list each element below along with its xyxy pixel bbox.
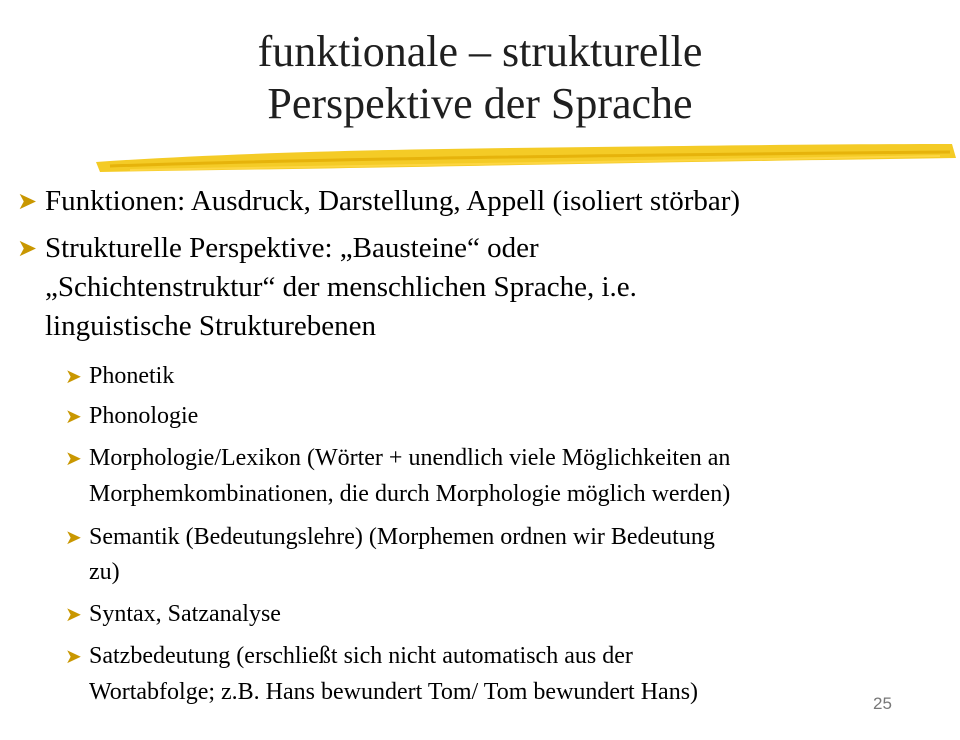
subbullet-text: Phonologie [89, 403, 199, 429]
subbullet-text: Syntax, Satzanalyse [89, 601, 281, 627]
subbullet-text-continuation: Morphemkombinationen, die durch Morphologie möglich werden) [89, 481, 731, 507]
brush-stroke-underline [90, 132, 960, 182]
subbullet-text: Phonetik [89, 363, 175, 389]
subbullet-phonologie [65, 400, 199, 432]
subbullet-text-continuation: zu) [89, 559, 120, 585]
title-line-1: funktionale – strukturelle [257, 27, 703, 76]
bullet-funktionen [17, 182, 741, 220]
slide-title [0, 26, 960, 130]
arrowhead-bullet-icon: ➤ [65, 404, 82, 428]
subbullet-text: Semantik (Bedeutungslehre) (Morphemen ordnen wir Bedeutung [89, 524, 715, 550]
subbullet-satzbedeutung [65, 640, 633, 672]
arrowhead-bullet-icon: ➤ [65, 364, 82, 388]
subbullet-morphologie [65, 442, 731, 474]
subbullet-text: Satzbedeutung (erschließt sich nicht automatisch aus der [89, 643, 633, 669]
arrowhead-bullet-icon: ➤ [65, 446, 82, 470]
title-line-2: Perspektive der Sprache [267, 79, 693, 128]
arrowhead-bullet-icon: ➤ [65, 644, 82, 668]
arrowhead-bullet-icon: ➤ [65, 602, 82, 626]
subbullet-semantik [65, 521, 715, 553]
bullet-strukturelle-perspektive [17, 229, 539, 267]
subbullet-phonetik [65, 360, 175, 392]
bullet-text: Strukturelle Perspektive: „Bausteine“ oder [45, 232, 539, 264]
arrowhead-bullet-icon: ➤ [17, 187, 38, 215]
bullet-text: Funktionen: Ausdruck, Darstellung, Appell (isoliert störbar) [45, 185, 741, 217]
subbullet-text-continuation: Wortabfolge; z.B. Hans bewundert Tom/ Tom bewundert Hans) [89, 679, 699, 705]
page-number: 25 [873, 694, 892, 713]
bullet-text-continuation: linguistische Strukturebenen [45, 310, 377, 342]
bullet-text-continuation: „Schichtenstruktur“ der menschlichen Sprache, i.e. [45, 271, 637, 303]
arrowhead-bullet-icon: ➤ [65, 525, 82, 549]
subbullet-text: Morphologie/Lexikon (Wörter + unendlich viele Möglichkeiten an [89, 445, 731, 471]
subbullet-syntax [65, 598, 281, 630]
arrowhead-bullet-icon: ➤ [17, 234, 38, 262]
